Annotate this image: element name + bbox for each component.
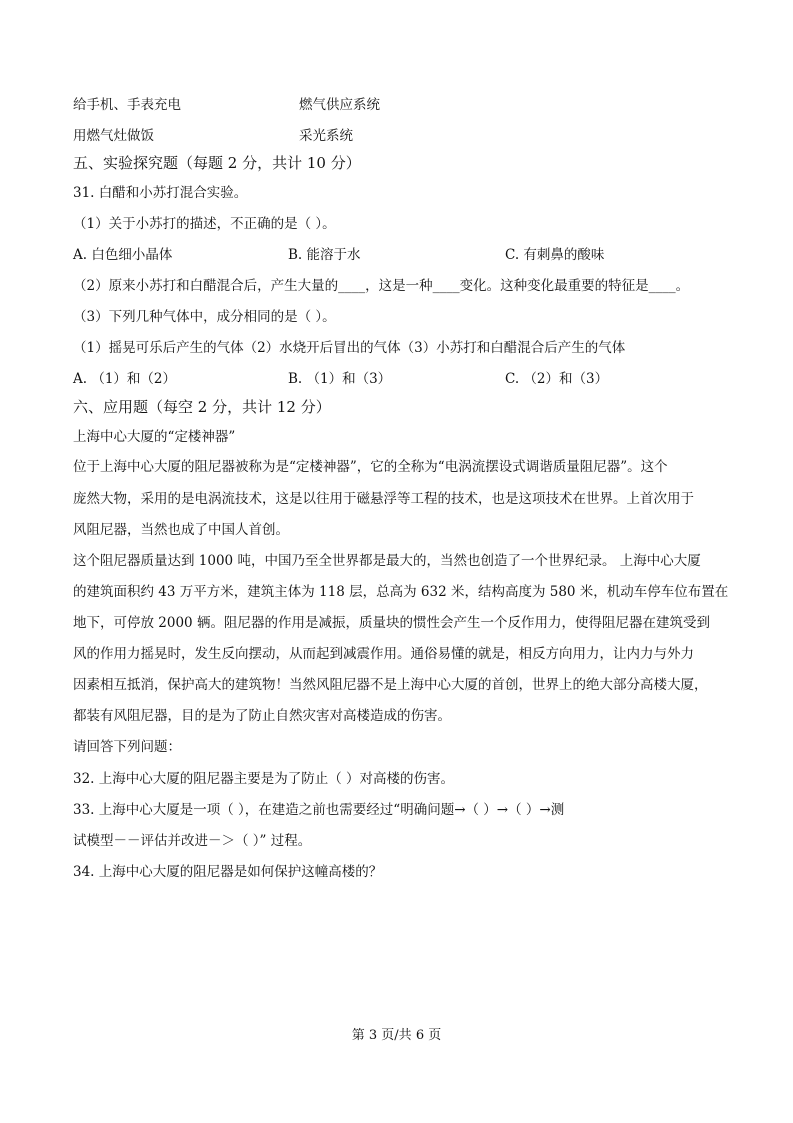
q31-sub3-option-b: B. （1）和（3） — [288, 371, 392, 387]
match-left-item-2: 用燃气灶做饭 — [73, 128, 154, 144]
q31-sub1-option-b: B. 能溶于水 — [288, 247, 361, 263]
question-31-sub-3-list: （1）摇晃可乐后产生的气体（2）水烧开后冒出的气体（3）小苏打和白醋混合后产生的气体 — [73, 340, 626, 356]
match-left-item-1: 给手机、手表充电 — [73, 97, 181, 113]
match-right-item-2: 采光系统 — [299, 128, 353, 144]
passage-line-6: 地下，可停放 2000 辆。阻尼器的作用是减振，质量块的惯性会产生一个反作用力，使得阻尼器在建筑受到 — [73, 615, 710, 631]
question-31-sub-3: （3）下列几种气体中，成分相同的是（ ）。 — [73, 309, 336, 325]
passage-line-2: 庞然大物，采用的是电涡流技术，这是以往用于磁悬浮等工程的技术，也是这项技术在世界。上首次用于 — [73, 491, 694, 507]
passage-line-4: 这个阻尼器质量达到 1000 吨，中国乃至全世界都是最大的，当然也创造了一个世界纪录。 上海中心大厦 — [73, 553, 701, 569]
passage-line-7: 风的作用力摇晃时，发生反向摆动，从而起到减震作用。通俗易懂的就是，相反方向用力，让内力与外力 — [73, 646, 694, 662]
q31-sub1-option-a: A. 白色细小晶体 — [73, 247, 173, 263]
section-5-title: 五、实验探究题（每题 2 分，共计 10 分） — [73, 154, 361, 172]
passage-line-3: 风阻尼器，当然也成了中国人首创。 — [73, 522, 289, 538]
match-right-item-1: 燃气供应系统 — [299, 97, 380, 113]
passage-line-5: 的建筑面积约 43 万平方米，建筑主体为 118 层，总高为 632 米，结构高度为 580 米，机动车停车位布置在 — [73, 584, 729, 600]
q31-sub1-option-c: C. 有刺鼻的酸味 — [505, 247, 605, 263]
question-32: 32. 上海中心大厦的阻尼器主要是为了防止（ ）对高楼的伤害。 — [73, 771, 455, 787]
q31-sub3-option-c: C. （2）和（3） — [505, 371, 609, 387]
answer-prompt: 请回答下列问题： — [73, 739, 181, 755]
passage-line-1: 位于上海中心大厦的阻尼器被称为是“定楼神器”，它的全称为“电涡流摆设式调谐质量阻尼器”。这个 — [73, 459, 668, 475]
passage-line-8: 因素相互抵消，保护高大的建筑物！当然风阻尼器不是上海中心大厦的首创，世界上的绝大部分高楼大厦， — [73, 677, 708, 693]
page-number: 第 3 页/共 6 页 — [351, 1028, 442, 1043]
question-31-sub-1: （1）关于小苏打的描述，不正确的是（ ）。 — [73, 216, 336, 232]
question-33-line-2: 试模型－－评估并改进－＞（ ）” 过程。 — [73, 833, 312, 849]
question-31-sub-2: （2）原来小苏打和白醋混合后，产生大量的____，这是一种____变化。这种变化最重要的特征是____。 — [73, 278, 690, 294]
passage-title: 上海中心大厦的“定楼神器” — [73, 429, 236, 445]
question-31-stem: 31. 白醋和小苏打混合实验。 — [73, 185, 248, 201]
question-34: 34. 上海中心大厦的阻尼器是如何保护这幢高楼的？ — [73, 864, 383, 880]
section-6-title: 六、应用题（每空 2 分，共计 12 分） — [73, 398, 331, 416]
question-33-line-1: 33. 上海中心大厦是一项（ ），在建造之前也需要经过“明确问题→（ ）→（ ）→测 — [73, 802, 565, 818]
passage-line-9: 都装有风阻尼器，目的是为了防止自然灾害对高楼造成的伤害。 — [73, 708, 451, 724]
q31-sub3-option-a: A. （1）和（2） — [73, 371, 177, 387]
